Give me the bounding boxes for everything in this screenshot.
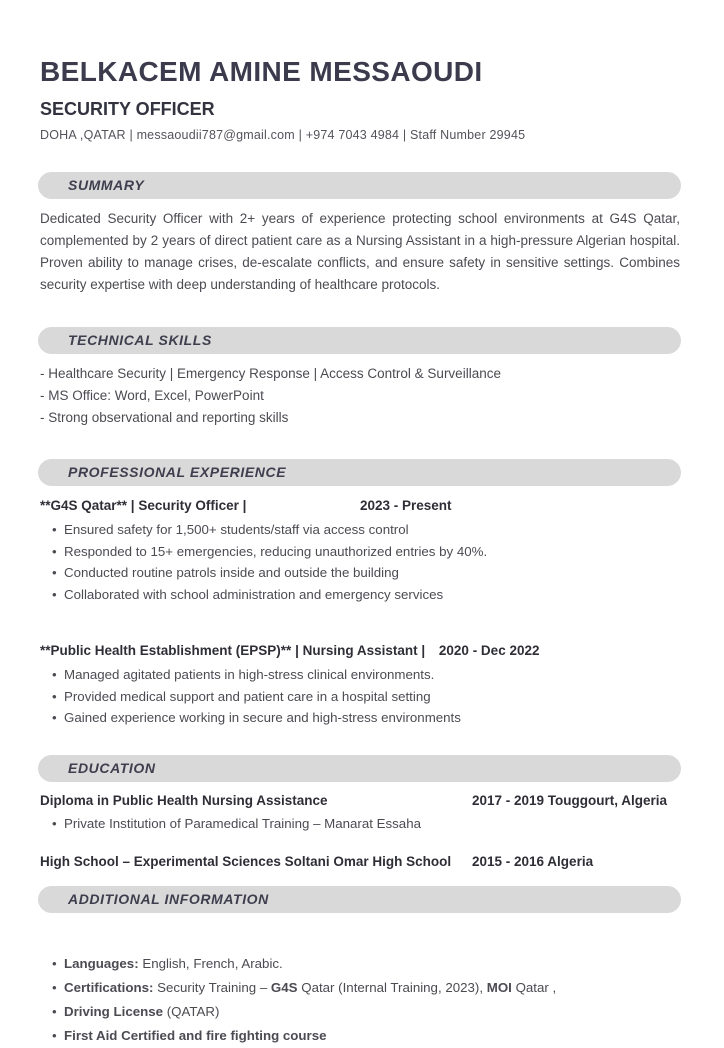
additional-item-driving-license: • Driving License (QATAR) bbox=[40, 1000, 680, 1024]
job-entry-g4s bbox=[40, 497, 680, 605]
job-bullet: • Gained experience working in secure and high-stress environments bbox=[40, 707, 680, 729]
job-company-role: **Public Health Establishment (EPSP)** | Nursing Assistant | bbox=[40, 643, 426, 658]
education-entry-diploma bbox=[40, 792, 680, 810]
skill-item: - Healthcare Security | Emergency Response | Access Control & Surveillance bbox=[40, 366, 501, 381]
skill-item: - Strong observational and reporting skills bbox=[40, 410, 289, 425]
education-entry-highschool bbox=[40, 853, 680, 871]
contact-line: DOHA ,QATAR | messaoudii787@gmail.com | +974 7043 4984 | Staff Number 29945 bbox=[40, 128, 526, 142]
job-dates: 2020 - Dec 2022 bbox=[438, 643, 540, 658]
summary-heading-bar bbox=[38, 172, 681, 199]
additional-heading: ADDITIONAL INFORMATION bbox=[68, 891, 269, 907]
job-bullet: • Managed agitated patients in high-stress clinical environments. bbox=[40, 664, 680, 686]
job-bullet: • Provided medical support and patient care in a hospital setting bbox=[40, 686, 680, 708]
job-bullet: • Conducted routine patrols inside and outside the building bbox=[40, 562, 680, 584]
job-bullet: • Collaborated with school administration and emergency services bbox=[40, 584, 680, 606]
additional-heading-bar bbox=[38, 886, 681, 913]
skill-item: - MS Office: Word, Excel, PowerPoint bbox=[40, 388, 264, 403]
education-heading-bar bbox=[38, 755, 681, 782]
job-bullet: • Ensured safety for 1,500+ students/staff via access control bbox=[40, 519, 680, 541]
education-bullet-list bbox=[40, 813, 680, 835]
summary-heading: SUMMARY bbox=[68, 177, 145, 193]
skills-list bbox=[40, 363, 680, 429]
candidate-name: BELKACEM AMINE MESSAOUDI bbox=[40, 56, 483, 87]
job-bullet-list bbox=[40, 519, 680, 605]
degree-title: Diploma in Public Health Nursing Assistance bbox=[40, 792, 328, 808]
education-bullet: • Private Institution of Paramedical Training – Manarat Essaha bbox=[40, 813, 680, 835]
experience-heading-bar bbox=[38, 459, 681, 486]
section-technical-skills bbox=[40, 327, 680, 429]
section-education bbox=[40, 755, 680, 872]
summary-text: Dedicated Security Officer with 2+ years of experience protecting school environments at G4S Qatar, complemented by 2 years of direct patient care as a Nursing Assistant in a high-pressure Algerian hospital. Proven ability to manage crises, de-escalate conflicts, and ensure safety in sensitive settings. Combines security expertise with deep understanding of healthcare protocols. bbox=[40, 211, 680, 292]
candidate-job-title: SECURITY OFFICER bbox=[40, 99, 215, 119]
additional-item-certifications: • Certifications: Security Training – G4S Qatar (Internal Training, 2023), MOI Qatar , bbox=[40, 976, 680, 1000]
job-bullet-list bbox=[40, 664, 680, 729]
job-title-row bbox=[40, 642, 680, 660]
degree-dates-location: 2017 - 2019 Touggourt, Algeria bbox=[472, 792, 668, 808]
job-dates: 2023 - Present bbox=[360, 498, 452, 513]
additional-item-languages: • Languages: English, French, Arabic. bbox=[40, 952, 680, 976]
degree-title: High School – Experimental Sciences Soltani Omar High School bbox=[40, 854, 452, 869]
job-entry-epsp bbox=[40, 642, 680, 729]
resume-header bbox=[40, 56, 680, 142]
section-summary bbox=[40, 172, 680, 296]
degree-dates-location: 2015 - 2016 Algeria bbox=[472, 854, 594, 869]
skills-heading: TECHNICAL SKILLS bbox=[68, 332, 212, 348]
job-title-row bbox=[40, 497, 680, 515]
job-bullet: • Responded to 15+ emergencies, reducing unauthorized entries by 40%. bbox=[40, 541, 680, 563]
experience-heading: PROFESSIONAL EXPERIENCE bbox=[68, 464, 287, 480]
job-company-role: **G4S Qatar** | Security Officer | bbox=[40, 498, 247, 513]
additional-item-first-aid: • First Aid Certified and fire fighting course bbox=[40, 1024, 680, 1048]
skills-heading-bar bbox=[38, 327, 681, 354]
additional-list bbox=[40, 952, 680, 1048]
education-heading: EDUCATION bbox=[68, 759, 156, 776]
section-professional-experience bbox=[40, 459, 680, 729]
